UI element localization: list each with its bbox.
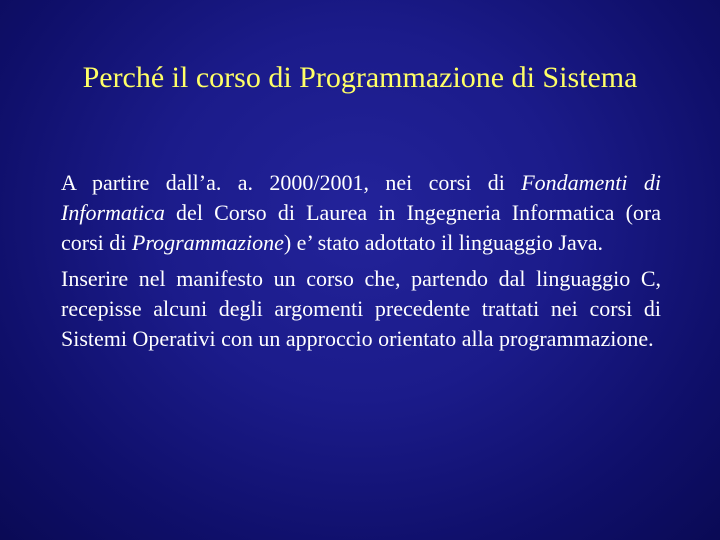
paragraph-1-text-c: ) e’ stato adottato il linguaggio Java. — [283, 230, 603, 255]
paragraph-1-text-a: A partire dall’a. a. 2000/2001, nei corsi di — [61, 170, 522, 195]
paragraph-1-italic-a: Fondamenti di Informatica — [61, 170, 661, 225]
paragraph-1 — [61, 168, 661, 258]
paragraph-1-italic-b: Programmazione — [131, 230, 284, 255]
paragraph-2: Inserire nel manifesto un corso che, partendo dal linguaggio C, recepisse alcuni degli argomenti precedente trattati nei corsi di Sistemi Operativi con un approccio orientato alla programmazione. — [61, 266, 661, 351]
paragraph-1-text-b: del Corso di Laurea in Ingegneria Informatica (ora corsi di — [61, 200, 661, 255]
slide-body — [61, 168, 661, 360]
slide-title: Perché il corso di Programmazione di Sistema — [82, 61, 638, 94]
